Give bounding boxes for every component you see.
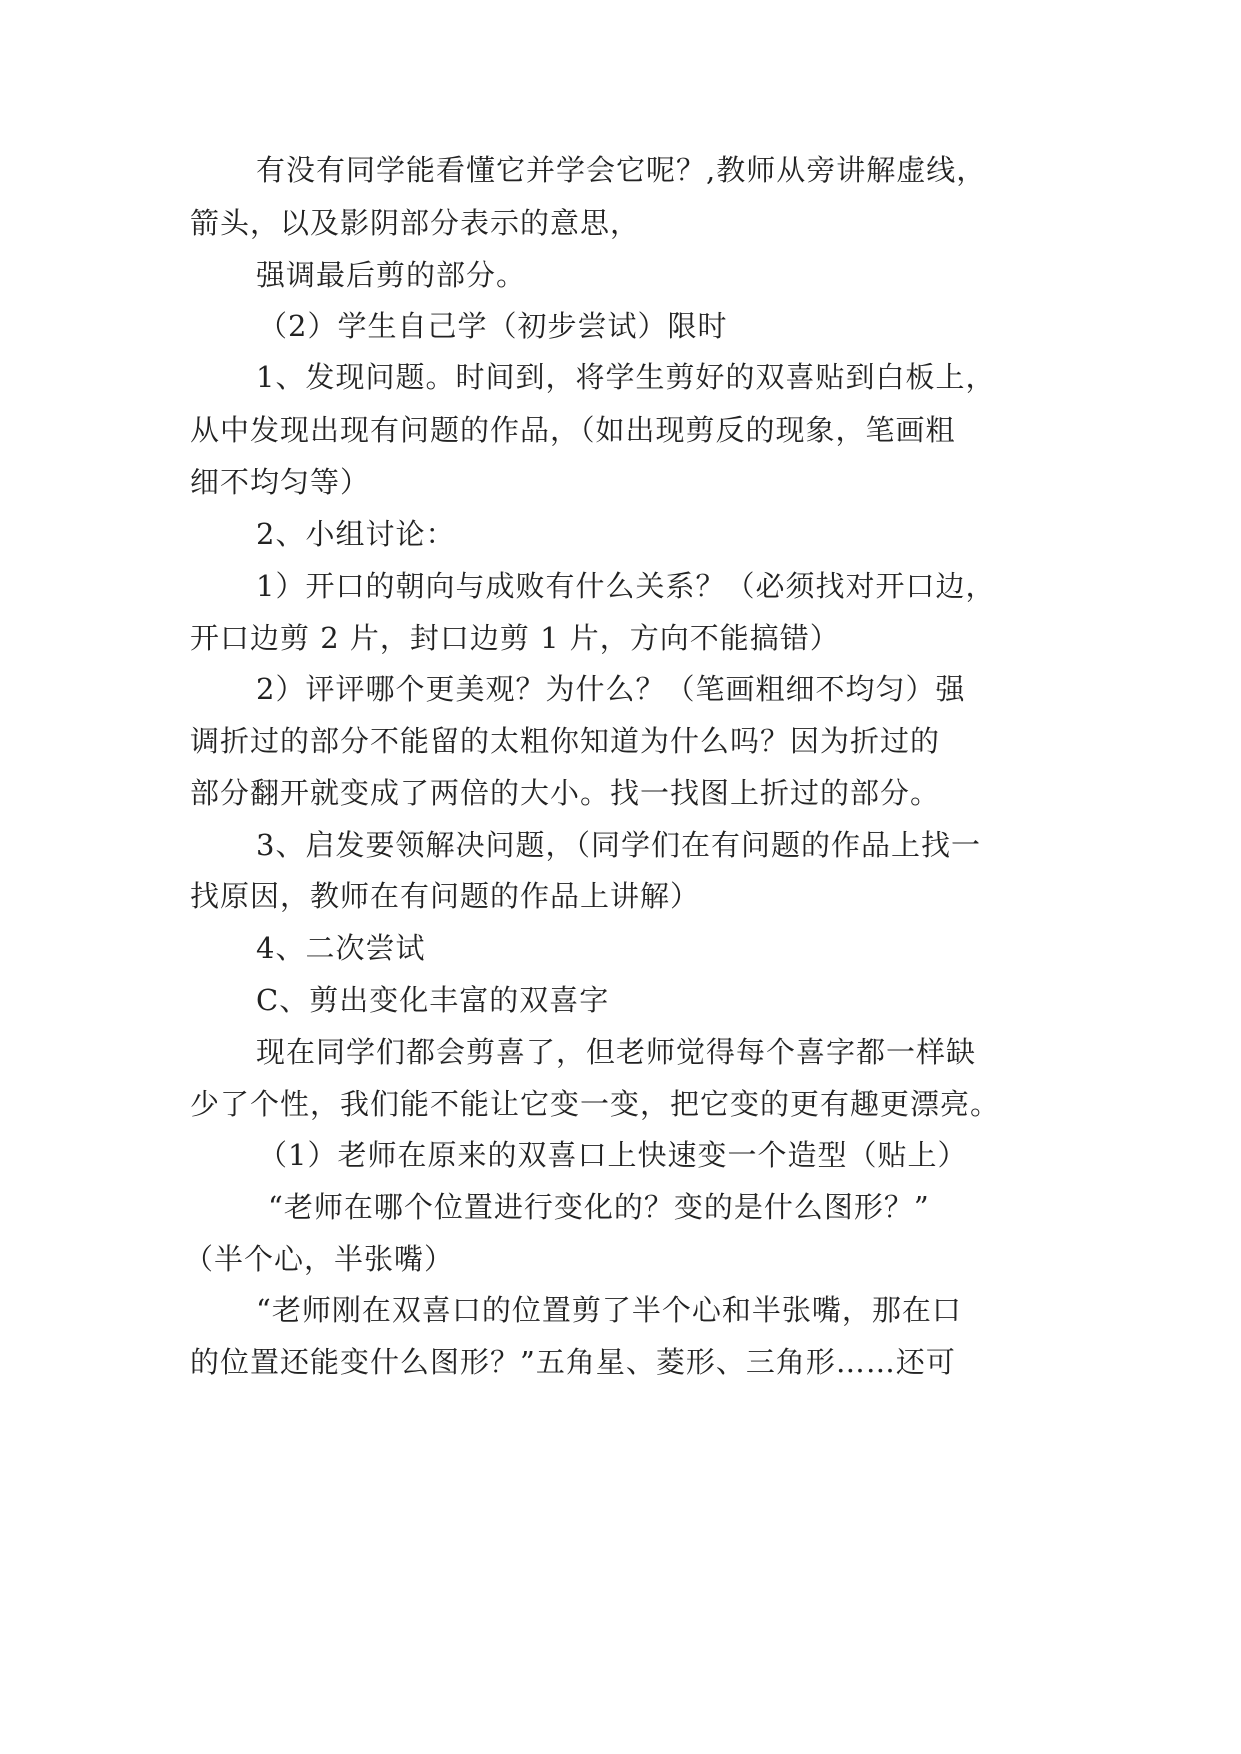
paragraph-line: 1）开口的朝向与成败有什么关系？（必须找对开口边， [256, 569, 996, 603]
paragraph-line: “老师在哪个位置进行变化的？变的是什么图形？” [268, 1190, 930, 1224]
paragraph-line: 开口边剪 2 片，封口边剪 1 片，方向不能搞错） [190, 621, 840, 655]
paragraph-line: “老师刚在双喜口的位置剪了半个心和半张嘴，那在口 [256, 1293, 962, 1327]
paragraph-line: 有没有同学能看懂它并学会它呢？,教师从旁讲解虚线， [256, 153, 987, 187]
paragraph-line: （2）学生自己学（初步尝试）限时 [258, 309, 728, 343]
paragraph-line: （1）老师在原来的双喜口上快速变一个造型（贴上） [258, 1138, 968, 1172]
paragraph-line: （半个心，半张嘴） [184, 1242, 455, 1276]
paragraph-line: 4、二次尝试 [256, 931, 426, 965]
paragraph-line: 少了个性，我们能不能让它变一变，把它变的更有趣更漂亮。 [190, 1087, 1001, 1121]
paragraph-line: 1、发现问题。时间到，将学生剪好的双喜贴到白板上， [256, 360, 996, 394]
paragraph-line: 3、启发要领解决问题，（同学们在有问题的作品上找一 [256, 828, 981, 862]
paragraph-line: 从中发现出现有问题的作品，（如出现剪反的现象，笔画粗 [190, 413, 956, 447]
paragraph-line: 箭头，以及影阴部分表示的意思， [190, 206, 641, 240]
paragraph-line: 2、小组讨论： [256, 517, 456, 551]
paragraph-line: 的位置还能变什么图形？”五角星、菱形、三角形……还可 [190, 1345, 956, 1379]
paragraph-line: 调折过的部分不能留的太粗你知道为什么吗？因为折过的 [190, 724, 941, 758]
paragraph-line: 2）评评哪个更美观？为什么？（笔画粗细不均匀）强 [256, 672, 966, 706]
paragraph-line: C、剪出变化丰富的双喜字 [256, 983, 610, 1017]
paragraph-line: 部分翻开就变成了两倍的大小。找一找图上折过的部分。 [190, 776, 941, 810]
paragraph-line: 细不均匀等） [190, 465, 371, 499]
paragraph-line: 现在同学们都会剪喜了，但老师觉得每个喜字都一样缺 [256, 1035, 977, 1069]
paragraph-line: 强调最后剪的部分。 [256, 258, 527, 292]
paragraph-line: 找原因，教师在有问题的作品上讲解） [190, 879, 701, 913]
